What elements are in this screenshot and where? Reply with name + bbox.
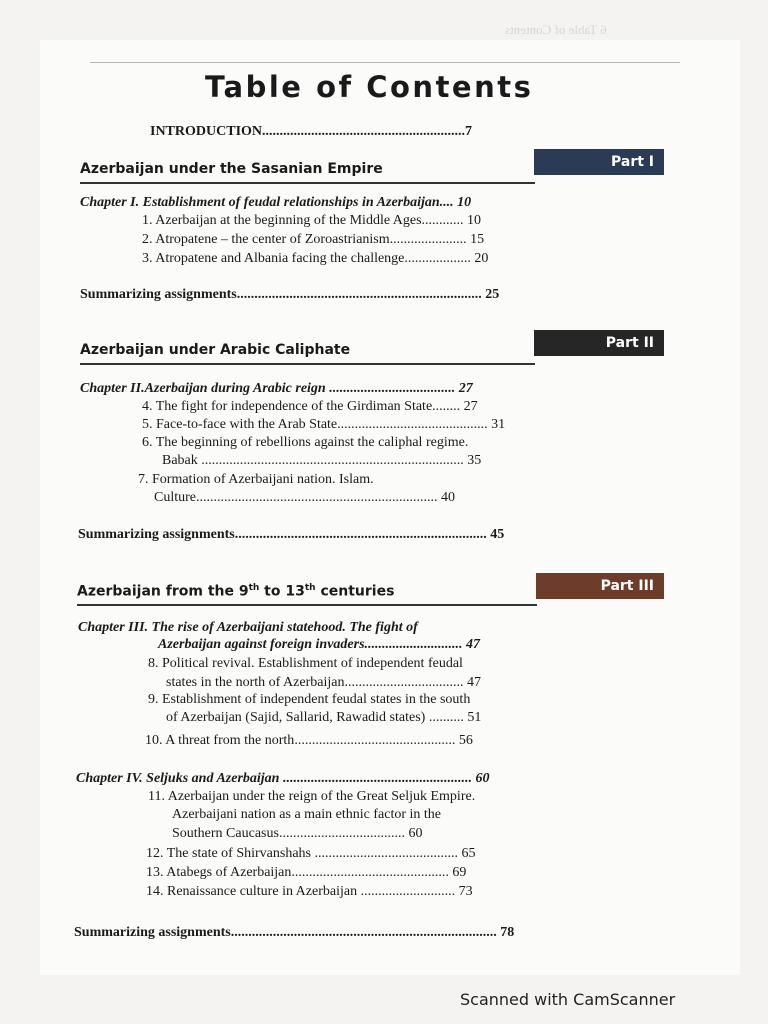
- running-header: 6 Table of Contents: [505, 22, 607, 37]
- toc-item: [148, 692, 470, 708]
- toc-page-number: 20: [474, 251, 489, 266]
- toc-chapter: [80, 195, 471, 211]
- leader-dots: ........................................................................: [234, 527, 491, 542]
- toc-label: Chapter I. Establishment of feudal relationships in Azerbaijan....: [80, 195, 454, 210]
- toc-item: [142, 399, 478, 415]
- toc-label: states in the north of Azerbaijan: [166, 675, 345, 690]
- toc-page-number: 35: [467, 453, 482, 468]
- toc-label: 6. The beginning of rebellions against the caliphal regime.: [142, 435, 469, 450]
- toc-label: INTRODUCTION: [150, 124, 263, 139]
- toc-label: 9. Establishment of independent feudal states in the south: [148, 692, 471, 707]
- page-title: Table of Contents: [205, 70, 534, 104]
- toc-label: 10. A threat from the north: [145, 733, 295, 748]
- toc-item: [148, 789, 475, 805]
- toc-label: 2. Atropatene – the center of Zoroastrianism: [142, 232, 390, 247]
- toc-page-number: 10: [457, 195, 472, 210]
- toc-page-number: 7: [465, 124, 473, 139]
- leader-dots: ....................................: [278, 826, 409, 841]
- toc-chapter: [78, 620, 418, 636]
- toc-chapter: [158, 637, 480, 653]
- toc-label: 1. Azerbaijan at the beginning of the Middle Ages: [142, 213, 422, 228]
- heading-text: Azerbaijan from the 9: [77, 583, 249, 600]
- toc-label: 4. The fight for independence of the Girdiman State: [142, 399, 433, 414]
- leader-dots: ......................: [389, 232, 471, 247]
- leader-dots: .....................................................................: [196, 490, 441, 505]
- toc-label: Chapter IV. Seljuks and Azerbaijan: [76, 771, 280, 786]
- leader-dots: ...........................................: [337, 417, 492, 432]
- toc-item: [172, 826, 422, 842]
- toc-page-number: 65: [461, 846, 476, 861]
- toc-summary: [80, 287, 499, 303]
- heading-superscript: th: [304, 583, 316, 593]
- toc-page-number: 47: [466, 637, 481, 652]
- toc-label: 5. Face-to-face with the Arab State: [142, 417, 338, 432]
- toc-label: Azerbaijan against foreign invaders: [158, 637, 365, 652]
- toc-item: [145, 733, 473, 749]
- part-badge: Part I: [534, 149, 664, 175]
- toc-chapter: [80, 381, 473, 397]
- toc-label: Culture: [154, 490, 196, 505]
- leader-dots: ..........: [425, 710, 468, 725]
- header-rule: [90, 62, 680, 63]
- leader-dots: ............................................................................: [230, 925, 501, 940]
- toc-page-number: 51: [467, 710, 482, 725]
- leader-dots: ............................: [364, 637, 467, 652]
- leader-dots: .............................................: [291, 865, 453, 880]
- toc-page-number: 15: [470, 232, 485, 247]
- toc-item: [142, 435, 468, 451]
- toc-page-number: 27: [463, 399, 478, 414]
- part-badge: Part II: [534, 330, 664, 356]
- toc-page-number: 25: [485, 287, 500, 302]
- toc-page-number: 45: [490, 527, 505, 542]
- toc-page-number: 56: [458, 733, 473, 748]
- toc-label: Azerbaijani nation as a main ethnic factor in the: [172, 807, 442, 822]
- toc-item: [166, 710, 481, 726]
- part-rule: [80, 363, 535, 365]
- toc-label: Southern Caucasus: [172, 826, 279, 841]
- toc-summary: [74, 925, 514, 941]
- toc-page-number: 47: [466, 675, 481, 690]
- toc-page-number: 78: [500, 925, 515, 940]
- part-rule: [77, 604, 537, 606]
- toc-item: [146, 884, 473, 900]
- leader-dots: ........: [432, 399, 464, 414]
- leader-dots: ......................................................................: [236, 287, 486, 302]
- toc-item: [138, 472, 374, 488]
- toc-page-number: 69: [452, 865, 467, 880]
- toc-item: [172, 807, 441, 823]
- toc-page-number: 27: [458, 381, 473, 396]
- toc-page-number: 60: [408, 826, 423, 841]
- part-rule: [80, 182, 535, 184]
- part-heading: Azerbaijan under the Sasanian Empire: [80, 161, 383, 177]
- toc-item: [146, 846, 476, 862]
- toc-item: [142, 417, 505, 433]
- toc-label: 11. Azerbaijan under the reign of the Great Seljuk Empire.: [148, 789, 476, 804]
- toc-page-number: 10: [467, 213, 482, 228]
- leader-dots: ..........................................................: [262, 124, 466, 139]
- toc-label: of Azerbaijan (Sajid, Sallarid, Rawadid states): [166, 710, 426, 725]
- toc-item: [154, 490, 455, 506]
- toc-label: 13. Atabegs of Azerbaijan: [146, 865, 292, 880]
- toc-page-number: 31: [491, 417, 506, 432]
- leader-dots: ..................................: [344, 675, 467, 690]
- toc-page-number: 40: [441, 490, 455, 505]
- toc-summary: [78, 527, 504, 543]
- toc-item: [142, 213, 481, 229]
- heading-text: centuries: [315, 583, 395, 600]
- heading-superscript: th: [248, 583, 260, 593]
- toc-introduction: [150, 124, 472, 140]
- toc-label: Summarizing assignments: [80, 287, 237, 302]
- leader-dots: ............: [421, 213, 468, 228]
- heading-text: to 13: [259, 583, 305, 600]
- leader-dots: ..............................................: [294, 733, 459, 748]
- leader-dots: ...................: [404, 251, 475, 266]
- leader-dots: ....................................: [325, 381, 459, 396]
- leader-dots: ...........................................................................: [197, 453, 468, 468]
- part-heading: [77, 583, 394, 600]
- toc-item: [148, 656, 463, 672]
- scanner-watermark: Scanned with CamScanner: [460, 990, 676, 1009]
- toc-label: 14. Renaissance culture in Azerbaijan: [146, 884, 358, 899]
- toc-label: 8. Political revival. Establishment of independent feudal: [148, 656, 463, 671]
- toc-item: [142, 232, 484, 248]
- toc-label: Summarizing assignments: [74, 925, 231, 940]
- toc-label: 12. The state of Shirvanshahs: [146, 846, 311, 861]
- toc-item: [166, 675, 481, 691]
- toc-label: Babak: [162, 453, 198, 468]
- toc-label: Chapter III. The rise of Azerbaijani statehood. The fight of: [78, 620, 418, 635]
- toc-label: Chapter II.Azerbaijan during Arabic reign: [80, 381, 326, 396]
- toc-label: Summarizing assignments: [78, 527, 235, 542]
- toc-label: 3. Atropatene and Albania facing the challenge: [142, 251, 405, 266]
- toc-chapter: [76, 771, 489, 787]
- toc-label: 7. Formation of Azerbaijani nation. Islam.: [138, 472, 374, 487]
- part-badge: Part III: [536, 573, 664, 599]
- leader-dots: .........................................: [311, 846, 462, 861]
- part-heading: Azerbaijan under Arabic Caliphate: [80, 342, 351, 358]
- toc-page-number: 73: [458, 884, 473, 899]
- leader-dots: ...........................: [357, 884, 459, 899]
- leader-dots: ......................................................: [279, 771, 476, 786]
- toc-item: [142, 251, 488, 267]
- toc-item: [146, 865, 466, 881]
- toc-item: [162, 453, 481, 469]
- toc-page-number: 60: [475, 771, 490, 786]
